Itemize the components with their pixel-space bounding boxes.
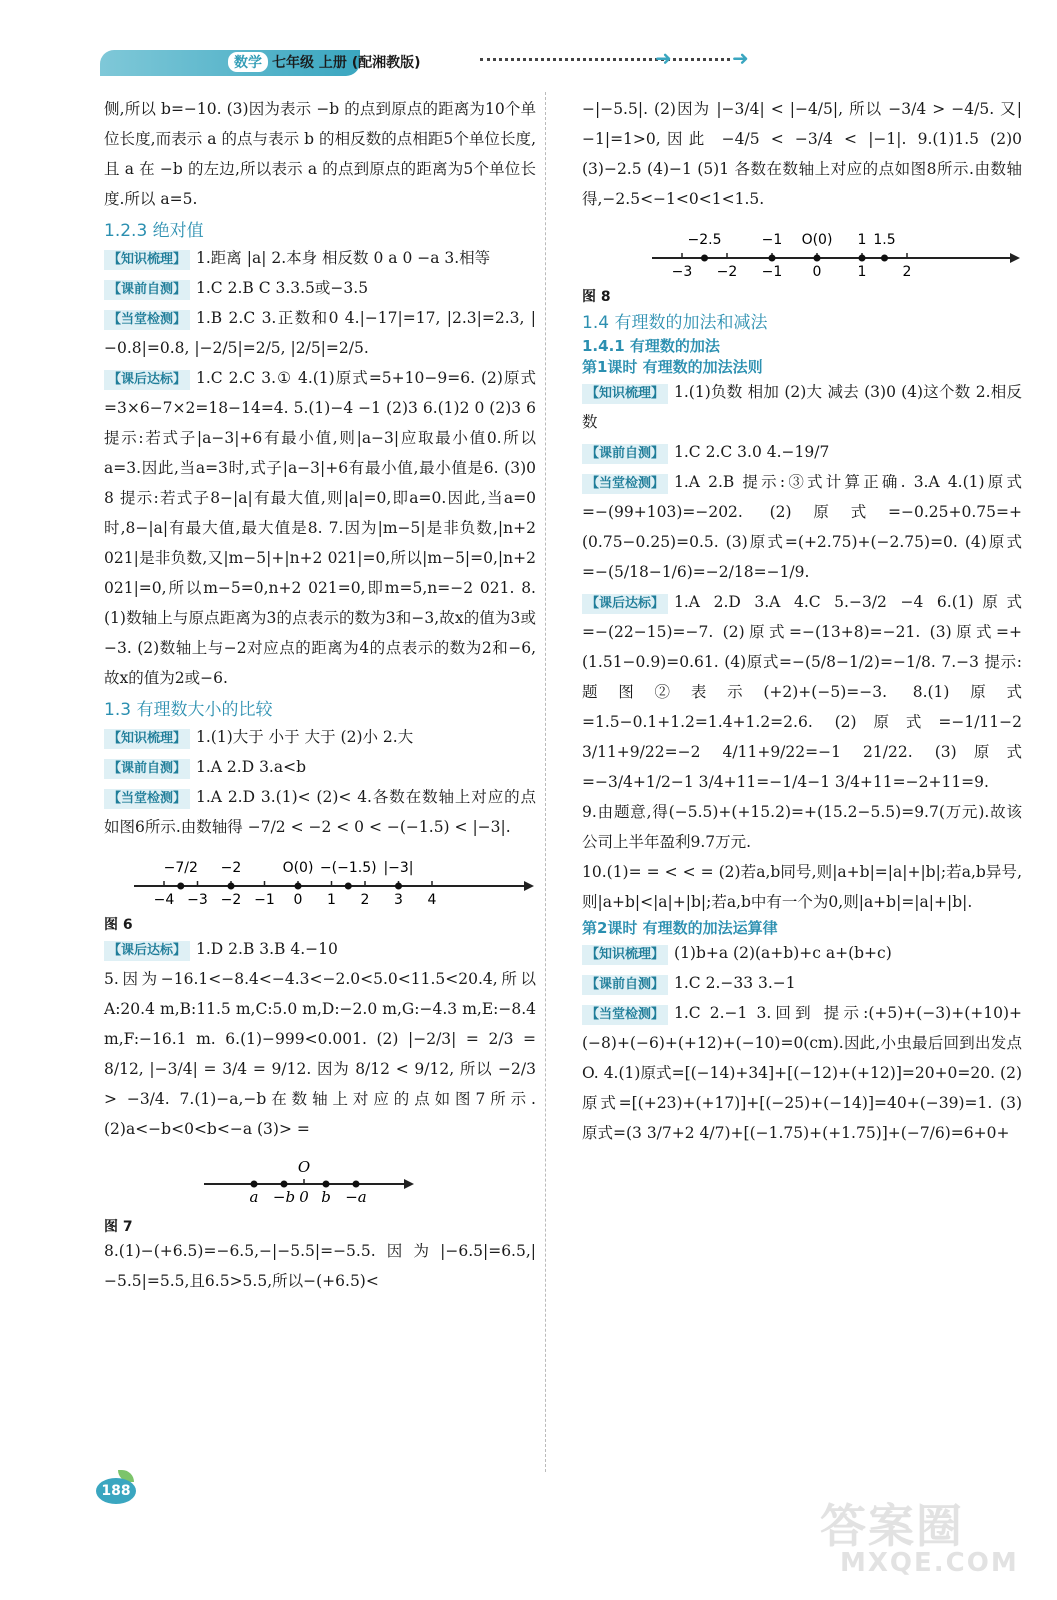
point-label: |−3|	[383, 860, 414, 876]
page-header	[100, 44, 760, 84]
answer-paragraph: −|−5.5|. (2)因为 |−3/4| < |−4/5|, 所以 −3/4 > −4/5. 又|−1|=1>0,因此 −4/5 < −3/4 < |−1|. 9.(1)1.5 (2)0 (3)−2.5 (4)−1 (5)1 各数在数轴上对应的点如图8所示.由数轴得,−2.5<−1<0<1<1.5.	[582, 100, 1022, 208]
data-point	[881, 255, 888, 262]
answer-block	[582, 938, 1022, 968]
data-point	[295, 883, 302, 890]
point-label: O(0)	[282, 860, 314, 876]
answer-block	[582, 968, 1022, 998]
section-tag: 【课后达标】	[582, 594, 668, 614]
tick-label: −1	[761, 264, 783, 280]
answer-text: 1.A 2.D 3.(1)< (2)< 4.各数在数轴上对应的点如图6所示.由数轴得 −7/2 < −2 < 0 < −(−1.5) < |−3|.	[104, 788, 536, 836]
data-point	[353, 1181, 360, 1188]
answer-text: 1.A 2.B 提示:③式计算正确. 3.A 4.(1)原式=−(99+103)=−202. (2)原式=−0.25+0.75=+(0.75−0.25)=0.5. (3)原式=(+2.75)+(−2.75)=0. (4)原式=−(5/18−1/6)=−2/18=−1/9.	[582, 473, 1022, 581]
answer-paragraph: 9.由题意,得(−5.5)+(+15.2)=+(15.2−5.5)=9.7(万元).故该公司上半年盈利9.7万元.	[582, 803, 1022, 851]
data-point	[323, 1181, 330, 1188]
answer-text: 1.C 2.−33 3.−1	[674, 974, 796, 992]
answer-block	[582, 437, 1022, 467]
header-title	[228, 52, 421, 72]
watermark: 答案圈	[820, 1499, 964, 1553]
point-label: −b	[272, 1188, 296, 1206]
answer-text: 1.C 2.C 3.① 4.(1)原式=5+10−9=6. (2)原式=3×6−7×2=18−14=4. 5.(1)−4 −1 (2)3 6.(1)2 0 (2)3 6 提示:若式子|a−3|+6有最小值,则|a−3|应取最小值0.所以a=3.因此,当a=3时,式子|a−3|+6有最小值,最小值是6. (3)0 8 提示:若式子8−|a|有最大值,则|a|=0,即a=0.因此,当a=0时,8−|a|有最大值,最大值是8. 7.因为|m−5|是非负数,|n+2 021|是非负数,又|m−5|+|n+2 021|=0,所以|m−5|=0,|n+2 021|=0,所以m−5=0,n+2 021=0,即m=5,n=−2 021. 8.(1)数轴上与原点距离为3的点表示的数为3和−3,故x的值为3或−3. (2)数轴上与−2对应点的距离为4的点表示的数为2和−6,故x的值为2或−6.	[104, 369, 536, 687]
section-tag: 【课前自测】	[582, 444, 668, 464]
data-point	[177, 883, 184, 890]
answer-block	[104, 722, 536, 752]
section-tag: 【课前自测】	[104, 759, 190, 779]
answer-paragraph: 5.因为−16.1<−8.4<−4.3<−2.0<5.0<11.5<20.4,所以A:20.4 m,B:11.5 m,C:5.0 m,D:−2.0 m,G:−4.3 m,E:−8.4 m,F:−16.1 m. 6.(1)−999<0.001. (2) |−2/3| = 2/3 = 8/12, |−3/4| = 3/4 = 9/12. 因为 8/12 < 9/12, 所以 −2/3 > −3/4. 7.(1)−a,−b在数轴上对应的点如图7所示. (2)a<−b<0<b<−a (3)> =	[104, 970, 536, 1138]
answer-paragraph: 侧,所以 b=−10. (3)因为表示 −b 的点到原点的距离为10个单位长度,而表示 a 的点与表示 b 的相反数的点相距5个单位长度,且 a 在 −b 的左边,所以表示 a 的点到原点的距离为5个单位长度.所以 a=5.	[104, 100, 536, 208]
answer-block	[582, 587, 1022, 797]
subsection-heading: 第1课时 有理数的加法法则	[582, 358, 763, 376]
point-label: −(−1.5)	[319, 860, 377, 876]
answer-text: 1.C 2.C 3.0 4.−19/7	[674, 443, 830, 461]
tick-label: 0	[293, 892, 303, 908]
subsection-heading: 第2课时 有理数的加法运算律	[582, 919, 778, 937]
point-label: −7/2	[163, 860, 198, 876]
answer-block	[104, 363, 536, 693]
tick-label: 3	[394, 892, 403, 908]
left-column	[104, 94, 536, 1296]
axis-arrow-icon	[1010, 253, 1020, 263]
tick-label: −1	[254, 892, 275, 908]
arrow-right-icon: ➜	[732, 46, 749, 70]
data-point	[814, 255, 821, 262]
answer-paragraph: 8.(1)−(+6.5)=−6.5,−|−5.5|=−5.5.因为|−6.5|=6.5,|−5.5|=5.5,且6.5>5.5,所以−(+6.5)<	[104, 1242, 536, 1290]
answer-block	[104, 243, 536, 273]
answer-text: (1)b+a (2)(a+b)+c a+(b+c)	[674, 944, 892, 962]
tick-label: −2	[220, 892, 242, 908]
section-tag: 【当堂检测】	[582, 474, 668, 494]
tick-label: −3	[187, 892, 208, 908]
axis-arrow-icon	[404, 1179, 414, 1189]
header-subject: 数学	[228, 52, 268, 72]
figure-caption: 图 6	[104, 917, 133, 933]
figure-caption: 图 7	[104, 1219, 133, 1235]
point-label: a	[249, 1188, 259, 1206]
answer-block	[582, 467, 1022, 587]
point-label: 1	[857, 232, 867, 248]
data-point	[395, 883, 402, 890]
header-dots	[480, 58, 730, 61]
answer-text: 1.A 2.D 3.a<b	[196, 758, 307, 776]
answer-text: 1.A 2.D 3.A 4.C 5.−3/2 −4 6.(1)原式=−(22−15)=−7. (2)原式=−(13+8)=−21. (3)原式=+(1.51−0.9)=0.61. (4)原式=−(5/8−1/2)=−1/8. 7.−3 提示:题图②表示(+2)+(−5)=−3. 8.(1)原式=1.5−0.1+1.2=1.4+1.2=2.6. (2)原式=−1/11−2 3/11+9/22=−2 4/11+9/22=−1 21/22. (3)原式=−3/4+1/2−1 3/4+11=−1/4−1 3/4+11=−2+11=9.	[582, 593, 1022, 791]
section-tag: 【课后达标】	[104, 370, 190, 390]
section-heading: 1.4 有理数的加法和减法	[582, 313, 768, 333]
right-column	[582, 94, 1022, 1148]
tick-label: 0	[812, 264, 822, 280]
data-point	[769, 255, 776, 262]
section-tag: 【当堂检测】	[104, 310, 190, 330]
column-divider	[545, 92, 546, 1472]
section-tag: 【知识梳理】	[582, 945, 668, 965]
section-heading: 1.2.3 绝对值	[104, 221, 204, 241]
answer-text: 1.(1)负数 相加 (2)大 减去 (3)0 (4)这个数 2.相反数	[582, 383, 1022, 431]
section-tag: 【当堂检测】	[582, 1005, 668, 1025]
tick-label: 2	[902, 264, 912, 280]
point-label: −2	[220, 860, 242, 876]
answer-block	[104, 782, 536, 842]
tick-label: 2	[360, 892, 370, 908]
tick-label: −4	[153, 892, 175, 908]
origin-label: O	[297, 1158, 311, 1176]
data-point	[251, 1181, 258, 1188]
data-point	[228, 883, 235, 890]
answer-block	[104, 752, 536, 782]
section-tag: 【课后达标】	[104, 941, 190, 961]
point-label: b	[321, 1188, 331, 1206]
data-point	[859, 255, 866, 262]
tick-label: 4	[427, 892, 437, 908]
fig8-figure	[582, 214, 1022, 286]
arrow-right-icon: ➜	[655, 46, 672, 70]
axis-arrow-icon	[524, 881, 534, 891]
watermark-url: MXQE.COM	[840, 1548, 1019, 1578]
answer-text: 1.B 2.C 3.正数和0 4.|−17|=17, |2.3|=2.3, |−0.8|=0.8, |−2/5|=2/5, |2/5|=2/5.	[104, 309, 536, 357]
section-tag: 【知识梳理】	[104, 729, 190, 749]
answer-text: 1.C 2.−1 3.回到 提示:(+5)+(−3)+(+10)+(−8)+(−6)+(+12)+(−10)=0(cm).因此,小虫最后回到出发点O. 4.(1)原式=[(−14)+34]+[(−12)+(+12)]=20+0=20. (2)原式=[(+23)+(+17)]+[(−25)+(−14)]=40+(−39)=1. (3)原式=(3 3/7+2 4/7)+[(−1.75)+(+1.75)]+(−7/6)=6+0+	[582, 1004, 1022, 1142]
point-label: 0	[299, 1188, 309, 1206]
answer-text: 1.距离 |a| 2.本身 相反数 0 a 0 −a 3.相等	[196, 249, 491, 267]
tick-label: 1	[327, 892, 336, 908]
answer-block	[582, 998, 1022, 1148]
section-tag: 【知识梳理】	[104, 250, 190, 270]
point-label: O(0)	[801, 232, 833, 248]
section-heading: 1.3 有理数大小的比较	[104, 700, 273, 720]
fig7-number-line	[104, 1144, 536, 1216]
data-point	[701, 255, 708, 262]
fig7-figure	[104, 1144, 536, 1216]
point-label: 1.5	[873, 232, 896, 248]
tick-label: −2	[716, 264, 738, 280]
answer-text: 1.C 2.B C 3.3.5或−3.5	[196, 279, 369, 297]
answer-text: 1.(1)大于 小于 大于 (2)小 2.大	[196, 728, 414, 746]
tick-label: 1	[857, 264, 867, 280]
point-label: −2.5	[687, 232, 722, 248]
section-tag: 【当堂检测】	[104, 789, 190, 809]
fig8-number-line	[582, 214, 1022, 286]
figure-caption: 图 8	[582, 289, 611, 305]
header-book: 七年级 上册 (配湘教版)	[272, 55, 421, 71]
section-tag: 【课前自测】	[582, 975, 668, 995]
answer-block	[104, 934, 536, 964]
tick-label: −3	[671, 264, 693, 280]
subsection-heading: 1.4.1 有理数的加法	[582, 337, 720, 355]
point-label: −1	[761, 232, 783, 248]
answer-block	[104, 303, 536, 363]
fig6-figure	[104, 842, 536, 914]
answer-text: 1.D 2.B 3.B 4.−10	[196, 940, 338, 958]
point-label: −a	[345, 1188, 367, 1206]
answer-block	[582, 377, 1022, 437]
answer-paragraph: 10.(1)= = < < = (2)若a,b同号,则|a+b|=|a|+|b|;若a,b异号,则|a+b|<|a|+|b|;若a,b中有一个为0,则|a+b|=|a|+|b|.	[582, 863, 1022, 911]
data-point	[345, 883, 352, 890]
page-number-badge	[96, 1470, 140, 1506]
section-tag: 【知识梳理】	[582, 384, 668, 404]
answer-block	[104, 273, 536, 303]
section-tag: 【课前自测】	[104, 280, 190, 300]
page-number: 188	[96, 1478, 136, 1504]
fig6-number-line	[104, 842, 536, 914]
data-point	[281, 1181, 288, 1188]
